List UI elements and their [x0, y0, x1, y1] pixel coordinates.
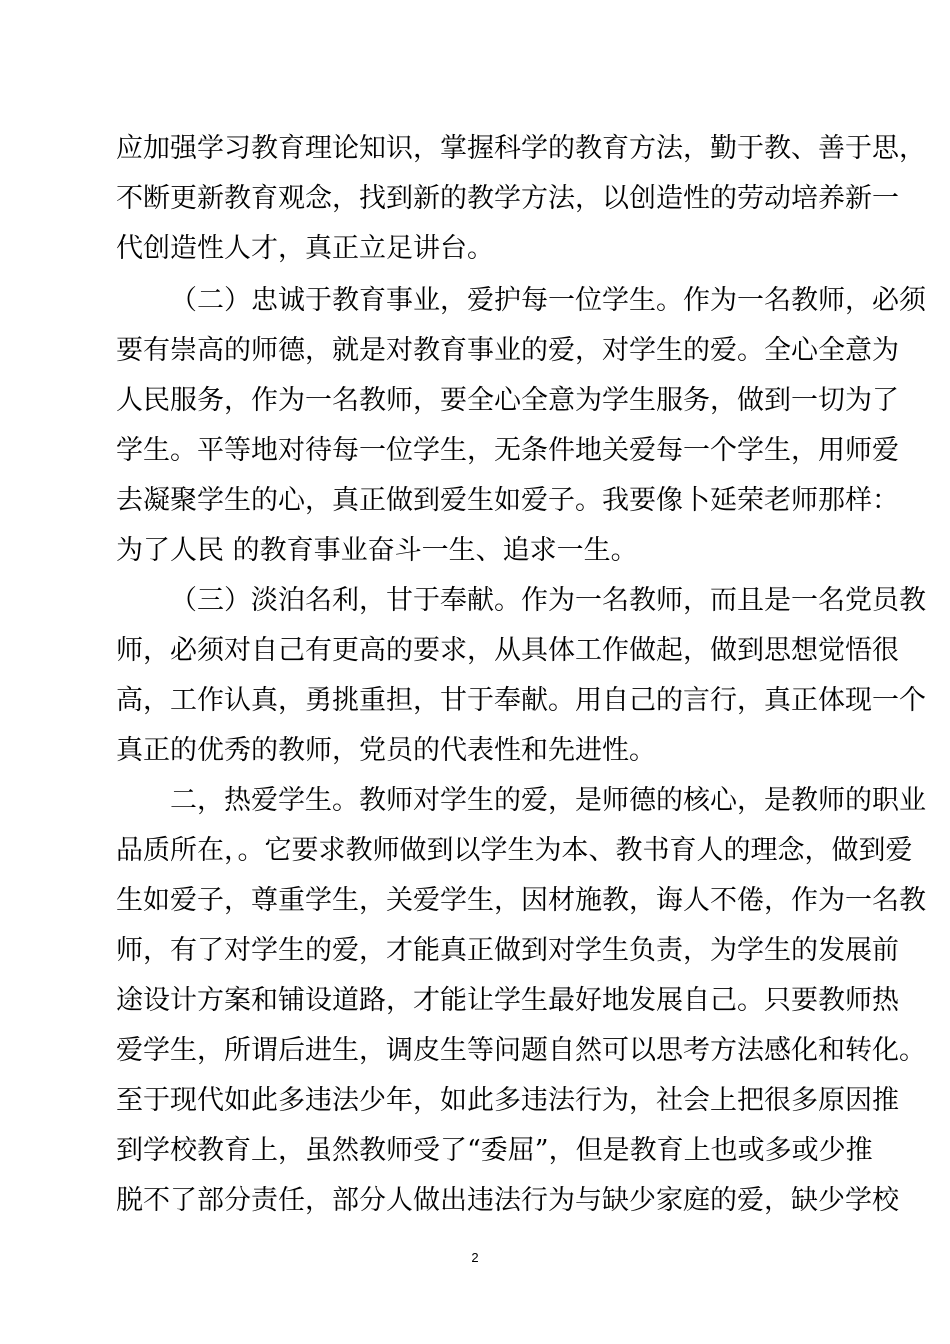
paragraph-first-line: （三）淡泊名利，甘于奉献。作为一名教师，而且是一名党员教 [170, 585, 926, 616]
text-line: 要有崇高的师德，就是对教育事业的爱，对学生的爱。全心全意为 [116, 335, 899, 366]
text-line: 为了人民 的教育事业奋斗一生、追求一生。 [116, 535, 638, 566]
text-line: 真正的优秀的教师，党员的代表性和先进性。 [116, 735, 656, 766]
text-line: 去凝聚学生的心，真正做到爱生如爱子。我要像卜延荣老师那样： [116, 485, 899, 516]
text-line: 人民服务，作为一名教师，要全心全意为学生服务，做到一切为了 [116, 385, 899, 416]
text-line: 至于现代如此多违法少年，如此多违法行为，社会上把很多原因推 [116, 1085, 899, 1116]
text-line: 不断更新教育观念，找到新的教学方法，以创造性的劳动培养新一 [116, 183, 899, 214]
text-line: 代创造性人才，真正立足讲台。 [116, 233, 494, 264]
text-line: 高，工作认真，勇挑重担，甘于奉献。用自己的言行，真正体现一个 [116, 685, 926, 716]
text-line: 途设计方案和铺设道路，才能让学生最好地发展自己。只要教师热 [116, 985, 899, 1016]
text-line: 师，有了对学生的爱，才能真正做到对学生负责，为学生的发展前 [116, 935, 899, 966]
text-line: 师，必须对自己有更高的要求，从具体工作做起，做到思想觉悟很 [116, 635, 899, 666]
text-line: 品质所在，。它要求教师做到以学生为本、教书育人的理念，做到爱 [116, 835, 913, 866]
text-line: 应加强学习教育理论知识，掌握科学的教育方法，勤于教、善于思， [116, 133, 926, 164]
text-line: 爱学生，所谓后进生，调皮生等问题自然可以思考方法感化和转化。 [116, 1035, 926, 1066]
paragraph-first-line: （二）忠诚于教育事业，爱护每一位学生。作为一名教师，必须 [170, 285, 926, 316]
text-line: 脱不了部分责任，部分人做出违法行为与缺少家庭的爱，缺少学校 [116, 1185, 899, 1216]
text-line: 学生。平等地对待每一位学生，无条件地关爱每一个学生，用师爱 [116, 435, 899, 466]
paragraph-first-line: 二，热爱学生。教师对学生的爱，是师德的核心，是教师的职业 [170, 785, 926, 816]
text-line: 到学校教育上，虽然教师受了“委屈”，但是教育上也或多或少推 [116, 1135, 873, 1166]
text-line: 生如爱子，尊重学生，关爱学生，因材施教，诲人不倦，作为一名教 [116, 885, 926, 916]
page-number: 2 [471, 1250, 479, 1265]
